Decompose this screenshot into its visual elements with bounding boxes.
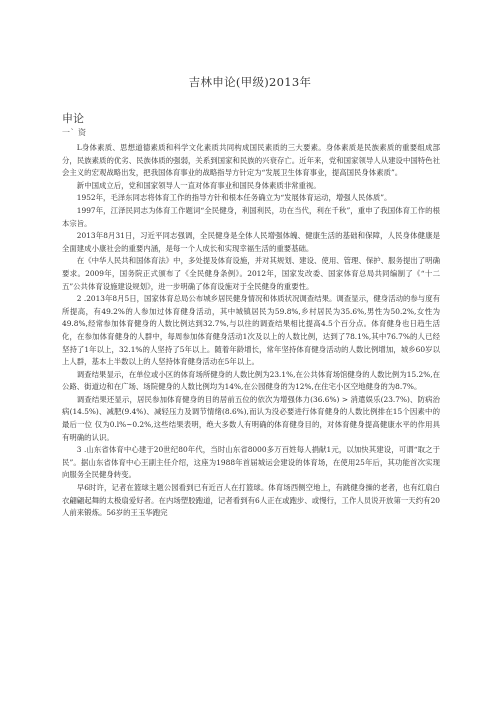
paragraph: 1997年，江泽民同志为体育工作题词“全民健身，利国利民，功在当代，利在千秋”，重申了我国体育工作的根本宗旨。 (62, 205, 440, 228)
paragraph: 1952年，毛泽东同志将体育工作的指导方针和根本任务确立为“发展体育运动，增强人民体质”。 (76, 193, 392, 203)
paragraph: 调查结果还显示，居民参加体育健身的目的居前五位的依次为增强体力(36.6%) > 消遣娱乐(23.7%)、防病治病(14.5%)、减肥(9.4%)、减轻压力及调节情绪(8.6%),而认为没必要进行体育健身的人数比例排在15个因素中的最后一位 仅为0.l%~0.2%,这些结果表明，绝大多数人有明确的体育健身目的，对体育健身提高健康水平的作用具有明确的认识。 (62, 394, 440, 442)
document-title: 吉林申论(甲级)2013年 (188, 75, 312, 89)
paragraph: 新中国成立后，党和国家领导人一直对体育事业和国民身体素质非常重视。 (76, 180, 321, 190)
document-body (62, 142, 440, 520)
paragraph: 在《中华人民共和国体育法》中，多处提及体育设施，并对其规划、建设、使用、管理、保护、服务提出了明确要求。2009年，国务院正式颁布了《全民健身条例》。2012年，国家发改委、国家体育总局共同编制了《“十二五”公共体育设施建设规划》，进一步明确了体育设施对于全民健身的重要性。 (62, 256, 440, 291)
subheading: 一` 资 (62, 128, 87, 137)
paragraph: 调查结果显示，在单位或小区的体育场所健身的人数比例为23.1%,在公共体育场馆健身的人数比例为15.2%,在公路、街道边和在广场、场院健身的人数比例均为14%,在公园健身的为12%,在住宅小区空地健身的为8.7%。 (62, 369, 440, 392)
paragraph: 2 .2013年8月5日，国家体育总局公布城乡居民健身情况和体质状况调查结果。调查显示，健身活动的参与度有所提高，有49.2%的人参加过体育健身活动，其中城镇居民为59.8%,乡村居民为35.6%,男性为50.2%,女性为49.8%,经常参加体育健身的人数比例达到32.7%,与以往的调查结果相比提高4.5个百分点。体育健身也日趋生活化，在参加体育健身的人群中，每周参加体育健身活动1次及以上的人数比例，达到了78.1%,其中76.7%的人已经坚持了1年以上，32.1%的人坚持了5年以上。随着年龄增长，常年坚持体育健身活动的人数比例增加，城乡60岁以上人群，基本上半数以上的人坚持体育健身活动在5年以上。 (62, 294, 440, 367)
paragraph: L身体素质、思想道德素质和科学文化素质共同构成国民素质的三大要素。身体素质是民族素质的重要组成部分，民族素质的优劣、民族体质的强弱，关系到国家和民族的兴衰存亡。近年来，党和国家领导人从建设中国特色社会主义的宏观战略出发，把我国体育事业的战略指导方针定为“发展卫生体育事业，提高国民身体素质”。 (62, 143, 440, 178)
paragraph: 3 .山东省体育中心建于20世纪80年代，当时山东省8000多万百姓每人捐献1元，以加快其建设，可谓“取之于民”。据山东省体育中心王副主任介绍，这座为1988年首届城运会建设的体育场，在使用25年后，其功能首次实现向服务全民健身转变。 (62, 445, 440, 480)
paragraph: 2013年8月31日，习近平同志强调，全民健身是全体人民增强体魄、健康生活的基础和保障，人民身体健康是全面建成小康社会的重要内涵，是每一个人成长和实现幸福生活的重要基础。 (62, 231, 440, 253)
section-heading: 申论 (62, 112, 84, 125)
paragraph: 早6时许，记者在篮球主题公园看到已有近百人在打篮球。体育场西侧空地上，有跳健身操的老者，也有红扇白衣翩翩起舞的太极扇爱好者。在内场塑胶跑道，记者看到有6人正在或跑步、或慢行，工作人员说开放第一天约有20人前来锻炼。56岁的王玉华跑完 (62, 483, 440, 518)
